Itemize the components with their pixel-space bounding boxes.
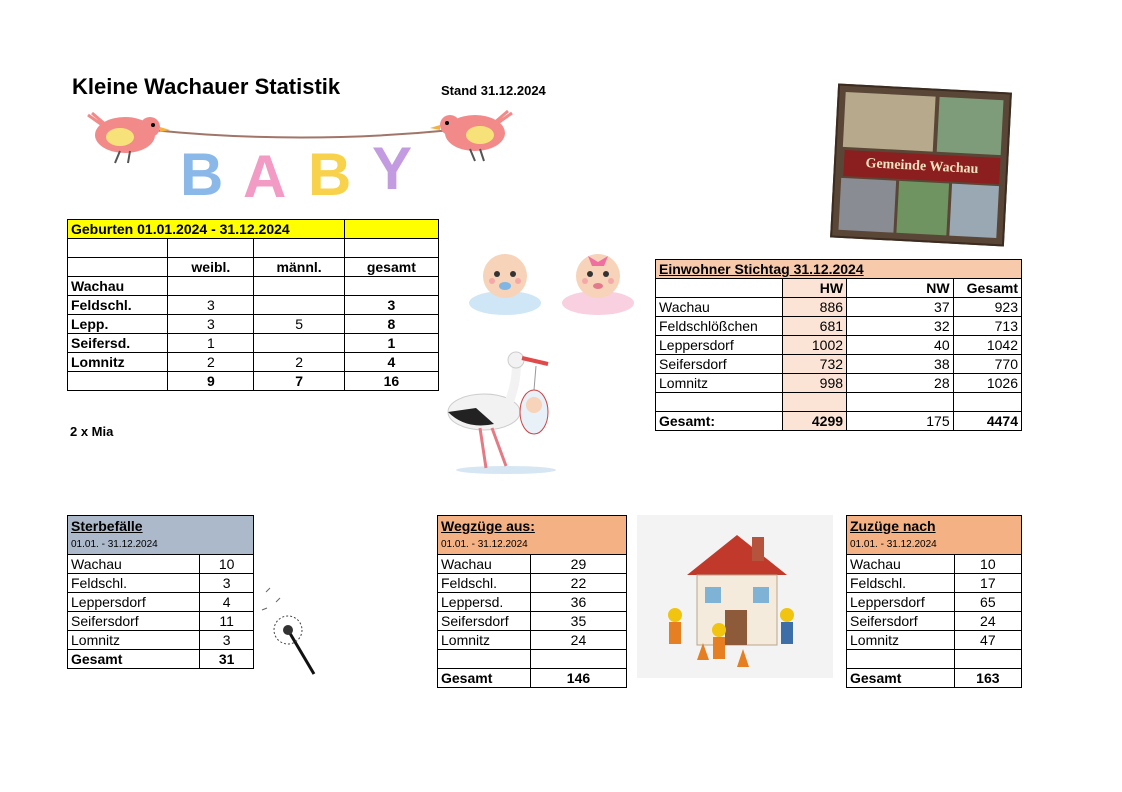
births-title: Geburten 01.01.2024 - 31.12.2024 — [68, 220, 345, 239]
table-row: Lomnitz 2 2 4 — [68, 353, 439, 372]
moves-in-table — [846, 515, 1022, 688]
town-photo — [896, 181, 949, 236]
table-row: Seifersd. 1 1 — [68, 334, 439, 353]
births-title-empty — [344, 220, 438, 239]
col-header-name — [68, 258, 168, 277]
postcard-caption: Gemeinde Wachau — [843, 150, 1000, 184]
table-row: Feldschl. 3 3 — [68, 296, 439, 315]
page-title: Kleine Wachauer Statistik — [72, 74, 341, 99]
church-photo — [838, 178, 896, 233]
lake-photo — [949, 184, 999, 238]
table-header-row — [68, 516, 254, 537]
table-row: Feldschl. 3 — [68, 574, 254, 593]
table-column-headers — [656, 279, 1022, 298]
population-table — [655, 259, 1022, 431]
table-row: Wachau — [68, 277, 439, 296]
table-row: Wachau 886 37 923 — [656, 298, 1022, 317]
table-period-row — [68, 536, 254, 555]
col-header-nw: NW — [847, 279, 954, 298]
table-row: Lomnitz 47 — [847, 631, 1022, 650]
table-total-row: Gesamt 163 — [847, 669, 1022, 688]
dandelion-illustration — [258, 582, 320, 677]
table-row — [438, 650, 627, 669]
col-header-total: Gesamt — [953, 279, 1021, 298]
moves-out-table — [437, 515, 627, 688]
baby-girl-illustration — [558, 248, 638, 318]
births-note: 2 x Mia — [70, 424, 114, 439]
col-header-total: gesamt — [344, 258, 438, 277]
deaths-title: Sterbefälle — [68, 516, 254, 537]
table-row — [656, 393, 1022, 412]
table-row: Wachau 10 — [847, 555, 1022, 574]
births-table — [67, 219, 439, 391]
moves-out-period: 01.01. - 31.12.2024 — [438, 536, 627, 555]
table-header-row — [656, 260, 1022, 279]
banner-letter: Y — [372, 135, 413, 202]
table-row: Wachau 29 — [438, 555, 627, 574]
moves-in-title: Zuzüge nach — [847, 516, 1022, 537]
village-photo — [937, 97, 1004, 155]
table-header-row — [68, 220, 439, 239]
house-construction-illustration — [637, 515, 833, 678]
table-row: Lomnitz 3 — [68, 631, 254, 650]
moves-out-title: Wegzüge aus: — [438, 516, 627, 537]
table-total-row: Gesamt: 4299 175 4474 — [656, 412, 1022, 431]
table-row: Feldschlößchen 681 32 713 — [656, 317, 1022, 336]
banner-letter: B — [308, 141, 352, 205]
table-column-headers — [68, 258, 439, 277]
col-header-male: männl. — [254, 258, 344, 277]
bird-icon — [88, 113, 170, 163]
col-header-hw: HW — [782, 279, 846, 298]
table-total-row: Gesamt 31 — [68, 650, 254, 669]
banner-letter: B — [180, 141, 224, 205]
status-date: Stand 31.12.2024 — [441, 83, 546, 98]
table-row: Lomnitz 24 — [438, 631, 627, 650]
table-row: Leppersdorf 4 — [68, 593, 254, 612]
table-period-row — [847, 536, 1022, 555]
table-period-row — [438, 536, 627, 555]
castle-photo — [843, 92, 936, 152]
table-row — [68, 239, 439, 258]
table-row: Lomnitz 998 28 1026 — [656, 374, 1022, 393]
table-total-row: 9 7 16 — [68, 372, 439, 391]
table-row — [847, 650, 1022, 669]
stork-illustration — [436, 350, 561, 475]
population-title: Einwohner Stichtag 31.12.2024 — [656, 260, 1022, 279]
table-row: Seifersdorf 11 — [68, 612, 254, 631]
baby-banner-illustration — [80, 105, 520, 205]
table-row: Feldschl. 17 — [847, 574, 1022, 593]
table-row: Seifersdorf 24 — [847, 612, 1022, 631]
deaths-period: 01.01. - 31.12.2024 — [68, 536, 254, 555]
postcard-picture — [830, 84, 1012, 247]
table-total-row: Gesamt 146 — [438, 669, 627, 688]
table-header-row — [847, 516, 1022, 537]
table-row: Leppersdorf 1002 40 1042 — [656, 336, 1022, 355]
table-row: Leppersd. 36 — [438, 593, 627, 612]
table-row: Wachau 10 — [68, 555, 254, 574]
table-row: Lepp. 3 5 8 — [68, 315, 439, 334]
baby-boy-illustration — [465, 248, 545, 318]
table-row: Seifersdorf 35 — [438, 612, 627, 631]
deaths-table — [67, 515, 254, 669]
table-row: Seifersdorf 732 38 770 — [656, 355, 1022, 374]
table-header-row — [438, 516, 627, 537]
bird-icon — [430, 111, 512, 161]
banner-letter: A — [243, 143, 287, 205]
table-row: Leppersdorf 65 — [847, 593, 1022, 612]
table-row: Feldschl. 22 — [438, 574, 627, 593]
moves-in-period: 01.01. - 31.12.2024 — [847, 536, 1022, 555]
col-header-female: weibl. — [168, 258, 254, 277]
